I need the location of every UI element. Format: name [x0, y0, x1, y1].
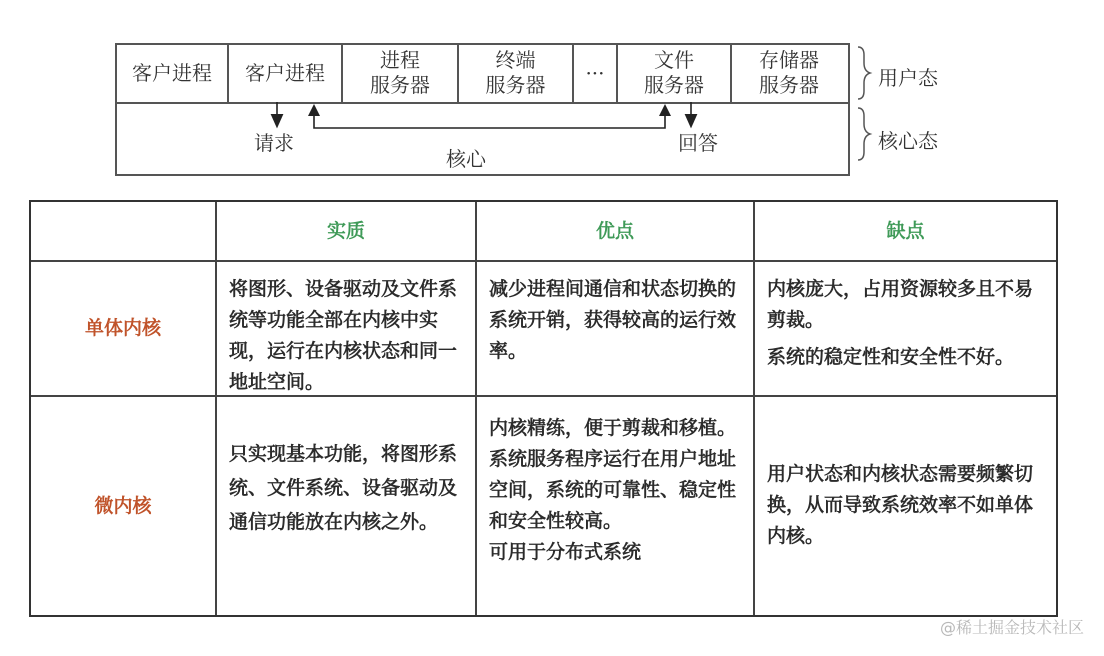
kernel-mode-label: 核心态 — [878, 129, 938, 153]
table-header-cons: 缺点 — [755, 202, 1056, 262]
table-header-corner — [31, 202, 217, 262]
microkernel-pros-text-2: 系统服务程序运行在用户地址空间，系统的可靠性、稳定性和安全性较高。 — [489, 448, 737, 532]
row-monolithic-kernel: 单体内核 — [31, 262, 217, 397]
microkernel-pros-cell — [477, 397, 755, 615]
monolithic-pros-text: 减少进程间通信和状态切换的系统开销，获得较高的运行效率。 — [489, 278, 737, 362]
monolithic-essence-cell — [217, 262, 477, 397]
terminal-server-cell: 终端 服务器 — [459, 44, 574, 102]
kernel-architecture-diagram — [0, 0, 1104, 190]
user-mode-label: 用户态 — [878, 66, 938, 90]
client-process-cell-2: 客户进程 — [229, 44, 343, 102]
file-server-cell: 文件 服务器 — [618, 44, 732, 102]
microkernel-essence-cell — [217, 397, 477, 615]
microkernel-cons-cell — [755, 397, 1056, 615]
diagram-arrows — [0, 0, 1104, 190]
microkernel-essence-text: 只实现基本功能，将图形系统、文件系统、设备驱动及通信功能放在内核之外。 — [229, 443, 458, 533]
monolithic-cons-cell — [755, 262, 1056, 397]
request-label: 请求 — [254, 131, 294, 155]
storage-server-cell: 存储器 服务器 — [759, 48, 819, 97]
process-server-cell: 进程 服务器 — [343, 44, 459, 102]
reply-label: 回答 — [678, 131, 718, 155]
watermark: @稀土掘金技术社区 — [939, 618, 1084, 637]
kernel-comparison-table — [29, 200, 1058, 617]
client-process-cell-1: 客户进程 — [117, 44, 229, 102]
microkernel-pros-text-3: 可用于分布式系统 — [489, 541, 642, 563]
microkernel-cons-text: 用户状态和内核状态需要频繁切换，从而导致系统效率不如单体内核。 — [767, 463, 1034, 547]
table-header-essence: 实质 — [217, 202, 477, 262]
table-header-pros: 优点 — [477, 202, 755, 262]
ellipsis-cell: ··· — [574, 44, 618, 102]
kernel-label: 核心 — [446, 147, 486, 171]
monolithic-pros-cell — [477, 262, 755, 397]
monolithic-cons-text-1: 内核庞大，占用资源较多且不易剪裁。 — [767, 278, 1034, 331]
monolithic-essence-text: 将图形、设备驱动及文件系统等功能全部在内核中实现，运行在内核状态和同一地址空间。 — [229, 278, 458, 393]
monolithic-cons-text-2: 系统的稳定性和安全性不好。 — [767, 346, 1015, 368]
microkernel-pros-text-1: 内核精练，便于剪裁和移植。 — [489, 417, 737, 439]
row-microkernel: 微内核 — [31, 397, 217, 615]
